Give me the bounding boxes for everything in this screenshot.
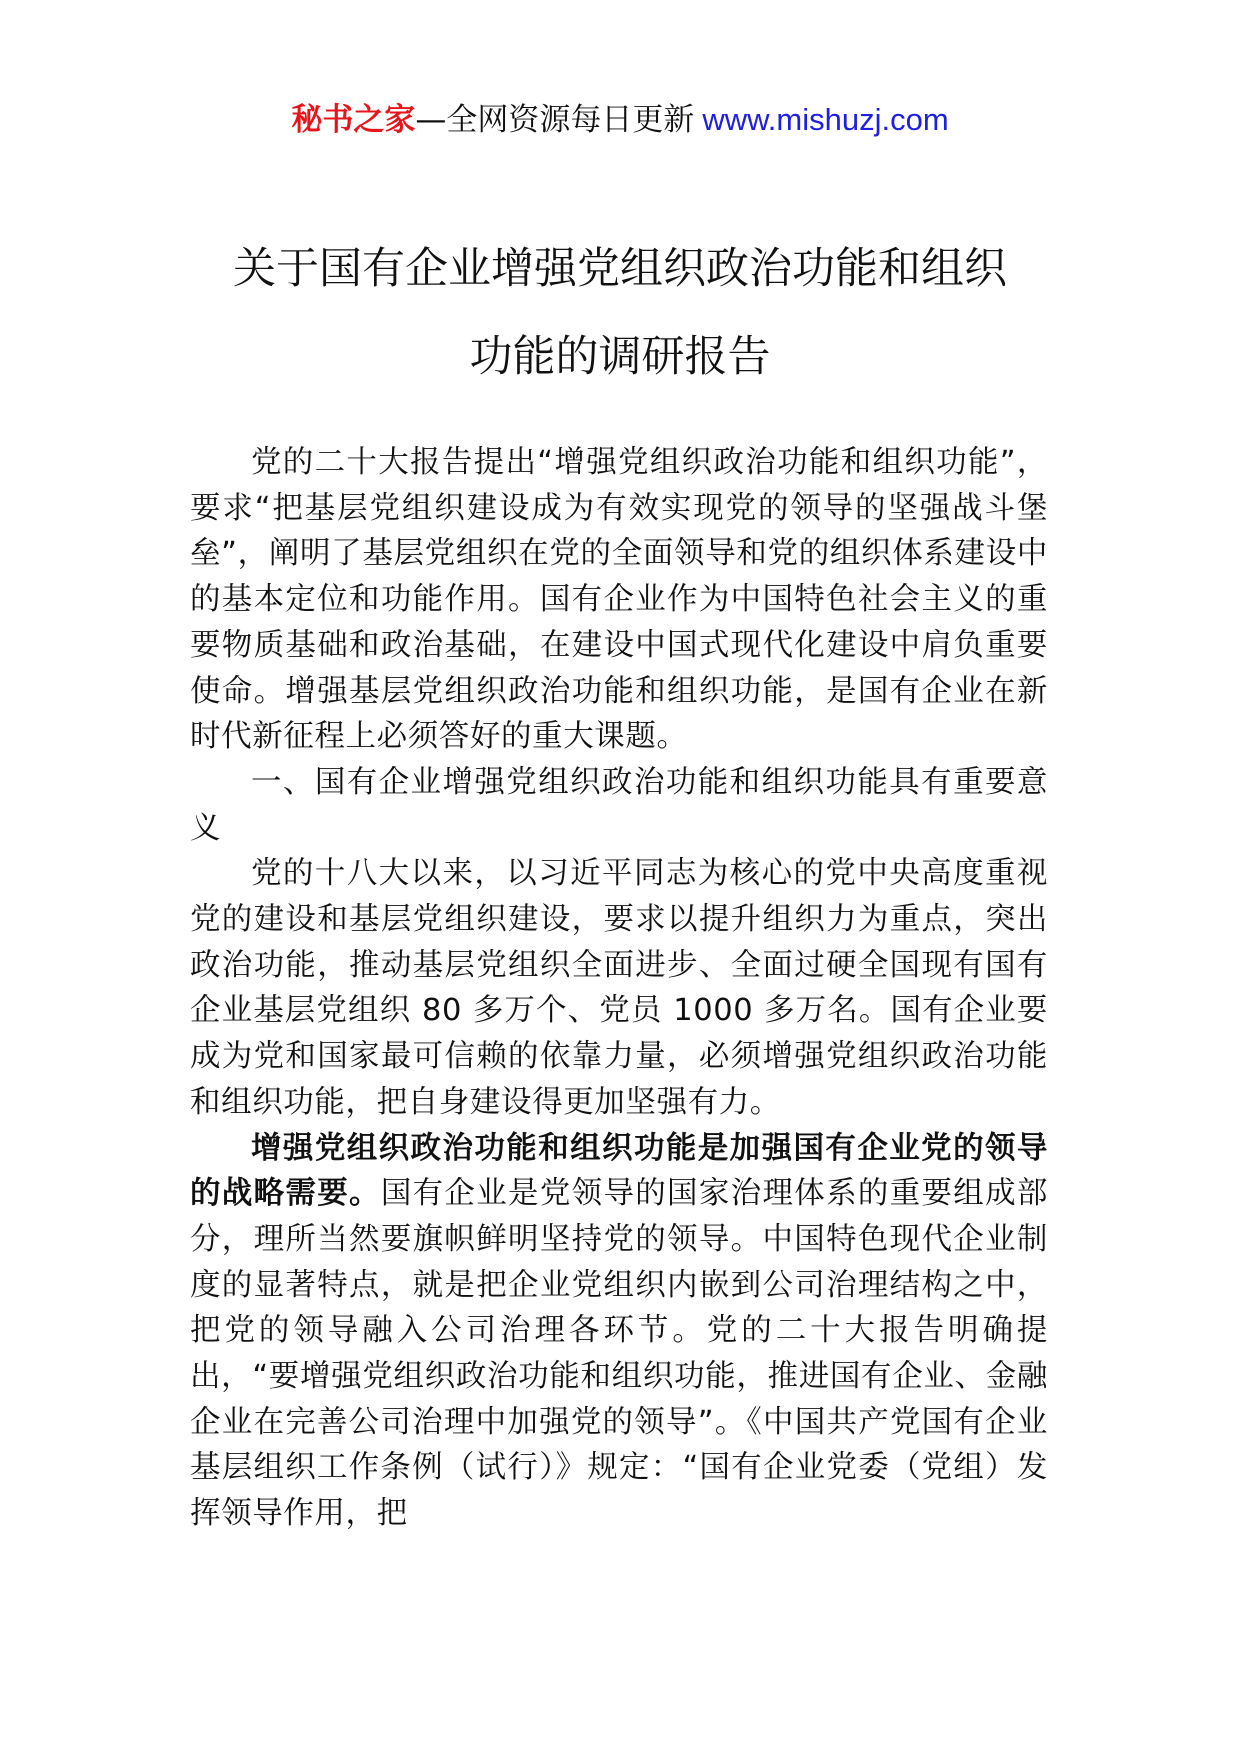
site-slogan: —全网资源每日更新 [415, 102, 695, 138]
paragraph-strategic-need [190, 1126, 1048, 1537]
paragraph-intro: 党的二十大报告提出“增强党组织政治功能和组织功能”，要求“把基层党组织建设成为有效实现党的领导的坚强战斗堡垒”，阐明了基层党组织在党的全面领导和党的组织体系建设中的基本定位和功能作用。国有企业作为中国特色社会主义的重要物质基础和政治基础，在建设中国式现代化建设中肩负重要使命。增强基层党组织政治功能和组织功能，是国有企业在新时代新征程上必须答好的重大课题。 [190, 445, 1048, 755]
title-line-1: 关于国有企业增强党组织政治功能和组织 [233, 244, 1007, 294]
site-url-link[interactable]: www.mishuzj.com [702, 102, 949, 137]
section-heading-1: 一、国有企业增强党组织政治功能和组织功能具有重要意义 [190, 764, 1048, 846]
site-header [0, 100, 1240, 140]
paragraph-lead-sentence: 增强党组织政治功能和组织功能是加强国有企业党的领导的战略需要。 [190, 1130, 1048, 1212]
document-title [170, 225, 1070, 401]
title-line-2: 功能的调研报告 [469, 332, 771, 382]
paragraph-body-text: 国有企业是党领导的国家治理体系的重要组成部分，理所当然要旗帜鲜明坚持党的领导。中国特色现代企业制度的显著特点，就是把企业党组织内嵌到公司治理结构之中，把党的领导融入公司治理各环节。党的二十大报告明确提出，“要增强党组织政治功能和组织功能，推进国有企业、金融企业在完善公司治理中加强党的领导”。《中国共产党国有企业基层组织工作条例（试行）》规定：“国有企业党委（党组）发挥领导作用，把 [190, 1176, 1048, 1532]
document-body [190, 440, 1048, 1537]
site-name: 秘书之家 [291, 102, 416, 138]
paragraph-background: 党的十八大以来，以习近平同志为核心的党中央高度重视党的建设和基层党组织建设，要求以提升组织力为重点，突出政治功能，推动基层党组织全面进步、全面过硬全国现有国有企业基层党组织 80 多万个、党员 1000 多万名。国有企业要成为党和国家最可信赖的依靠力量，必须增强党组织政治功能和组织功能，把自身建设得更加坚强有力。 [190, 856, 1048, 1120]
